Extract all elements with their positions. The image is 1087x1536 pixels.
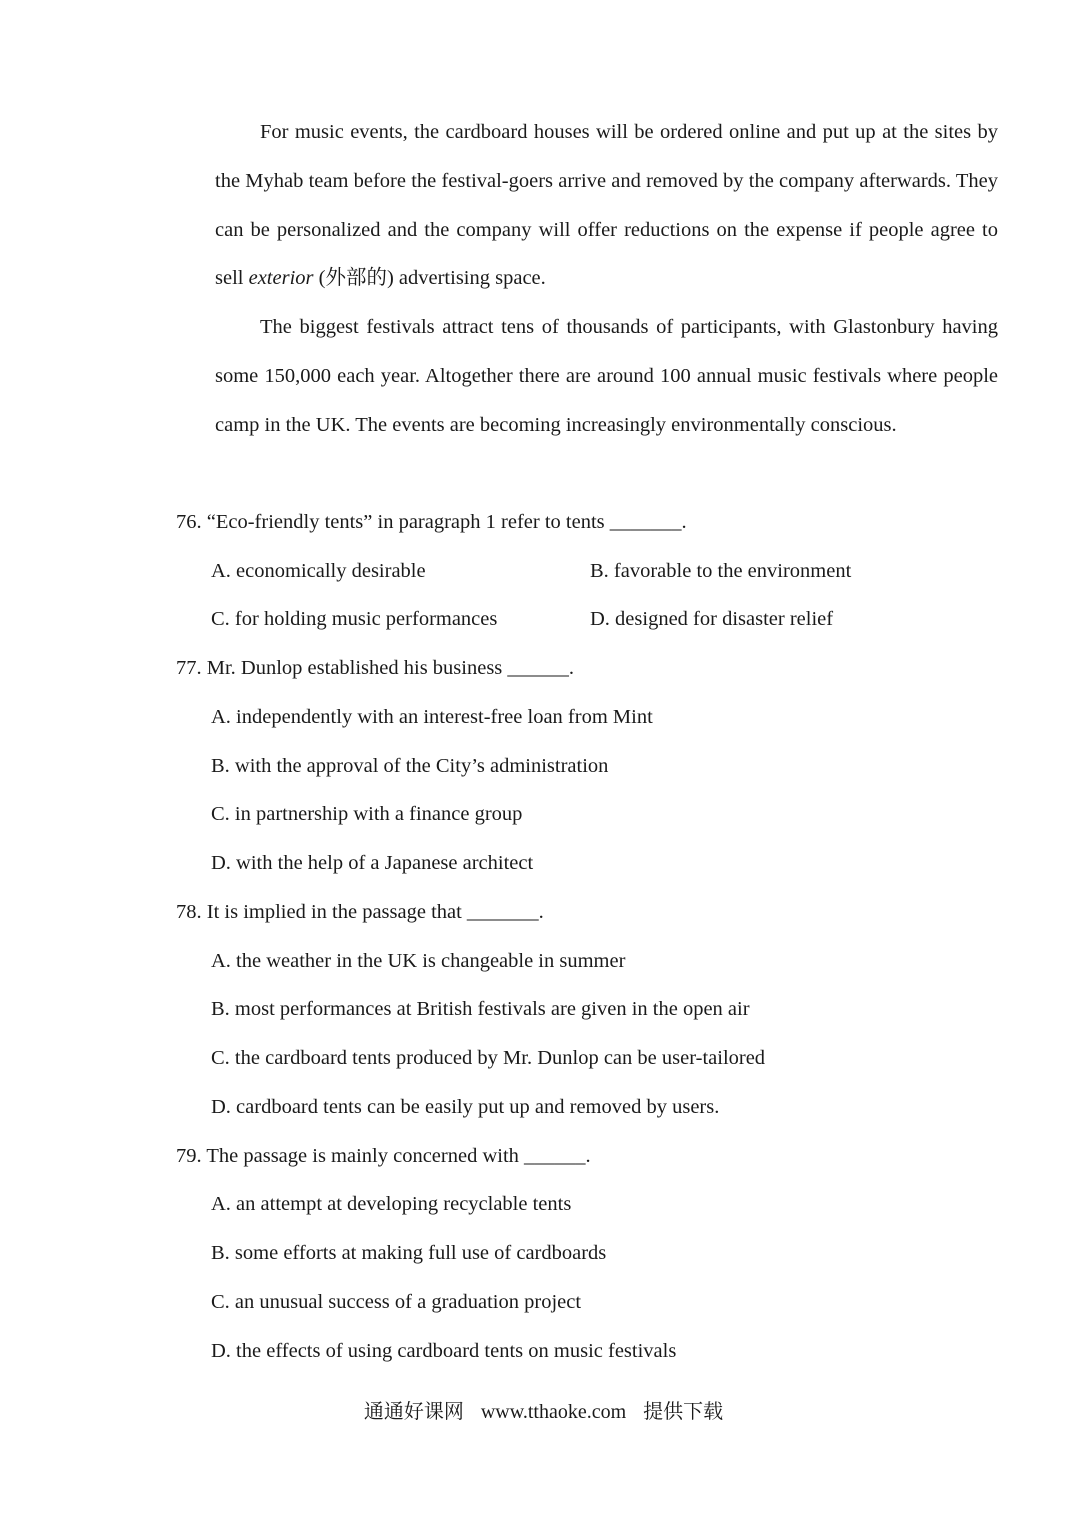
footer-note: 提供下载 [643,1401,724,1423]
question-77-option-c: C. in partnership with a finance group [211,803,523,825]
question-76-option-a: A. economically desirable [211,560,426,582]
question-79-option-b: B. some efforts at making full use of cardboards [211,1242,607,1264]
question-76-option-b: B. favorable to the environment [590,560,852,582]
question-76-option-d: D. designed for disaster relief [590,608,834,630]
question-78-option-d: D. cardboard tents can be easily put up and removed by users. [211,1096,720,1118]
question-79-option-d: D. the effects of using cardboard tents on music festivals [211,1340,677,1362]
question-78-option-a: A. the weather in the UK is changeable in summer [211,950,626,972]
question-77-option-d: D. with the help of a Japanese architect [211,852,534,874]
question-77-option-b: B. with the approval of the City’s administration [211,755,609,777]
question-79-option-c: C. an unusual success of a graduation project [211,1291,582,1313]
passage-paragraph-1 [215,108,998,303]
italic-term: exterior [248,267,314,290]
paragraph-1-text: For music events, the cardboard houses will be ordered online and put up at the sites by the Myhab team before the festival-goers arrive and removed by the company afterwards. They can be personalized and the company will offer reductions on the expense if people agree to sell [215,121,998,290]
question-79-option-a: A. an attempt at developing recyclable tents [211,1193,572,1215]
page-footer [0,1398,1087,1426]
question-78-stem: 78. It is implied in the passage that _______. [176,901,544,923]
question-77-option-a: A. independently with an interest-free loan from Mint [211,706,653,728]
question-76-stem: 76. “Eco-friendly tents” in paragraph 1 refer to tents _______. [176,511,687,533]
footer-site-name: 通通好课网 [363,1401,464,1423]
question-78-option-c: C. the cardboard tents produced by Mr. Dunlop can be user-tailored [211,1047,766,1069]
question-77-stem: 77. Mr. Dunlop established his business ______. [176,657,575,679]
paragraph-1-text-end: (外部的) advertising space. [313,267,546,290]
question-78-option-b: B. most performances at British festivals are given in the open air [211,998,750,1020]
question-79-stem: 79. The passage is mainly concerned with ______. [176,1145,591,1167]
footer-url: www.tthaoke.com [480,1401,627,1423]
question-76-option-c: C. for holding music performances [211,608,498,630]
passage-paragraph-2: The biggest festivals attract tens of thousands of participants, with Glastonbury having some 150,000 each year. Altogether there are around 100 annual music festivals where people camp in the UK. The events are becoming increasingly environmentally conscious. [215,316,998,436]
